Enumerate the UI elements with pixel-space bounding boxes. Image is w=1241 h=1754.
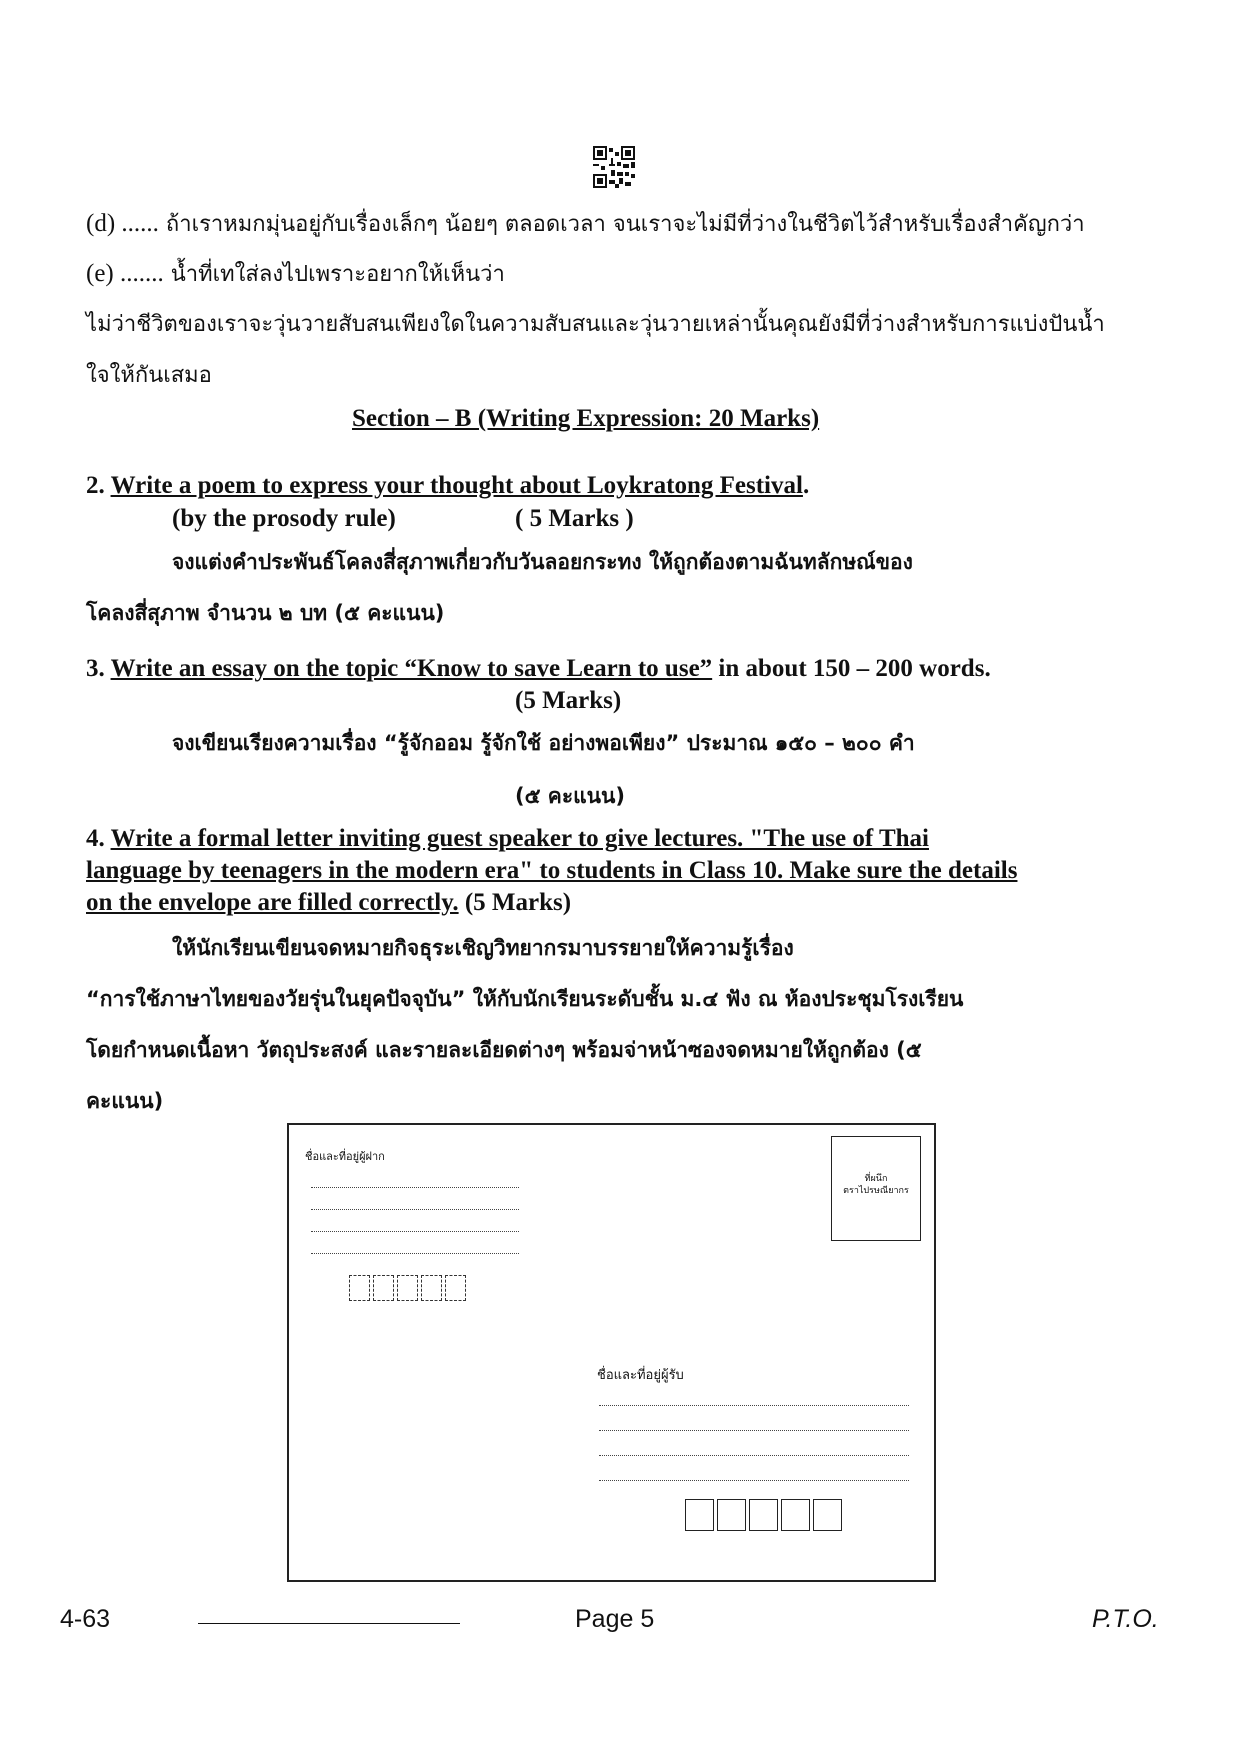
question-4-thai-1: ให้นักเรียนเขียนจดหมายกิจธุระเชิญวิทยากรมาบรรยายให้ความรู้เรื่อง <box>172 936 794 960</box>
page-number: Page 5 <box>575 1605 655 1633</box>
recipient-line <box>599 1430 909 1431</box>
stamp-box <box>831 1136 921 1241</box>
passage-line-4: ใจให้กันเสมอ <box>86 363 212 388</box>
sender-label: ชื่อและที่อยู่ผู้ฝาก <box>305 1150 385 1163</box>
question-3-marks: (5 Marks) <box>515 687 622 714</box>
line-d-label: (d) ...... <box>86 210 159 237</box>
postcode-box <box>749 1499 778 1531</box>
passage-line-3: ไม่ว่าชีวิตของเราจะวุ่นวายสับสนเพียงใดในความสับสนและวุ่นวายเหล่านั้นคุณยังมีที่ว่างสำหรับการแบ่งปันน้ำ <box>86 312 1105 337</box>
question-2-thai-1: จงแต่งคำประพันธ์โคลงสี่สุภาพเกี่ยวกับวันลอยกระทง ให้ถูกต้องตามฉันทลักษณ์ของ <box>172 550 913 574</box>
passage-line-d <box>86 206 1085 241</box>
question-4-thai-2: “การใช้ภาษาไทยของวัยรุ่นในยุคปัจจุบัน” ให้กับนักเรียนระดับชั้น ม.๔ ฟัง ณ ห้องประชุมโรงเรียน <box>86 987 964 1011</box>
sender-line <box>311 1209 519 1210</box>
postcode-box <box>373 1275 394 1301</box>
sender-line <box>311 1187 519 1188</box>
envelope-diagram <box>287 1123 936 1582</box>
postcode-box <box>813 1499 842 1531</box>
recipient-line <box>599 1480 909 1481</box>
postcode-box <box>421 1275 442 1301</box>
postcode-box <box>445 1275 466 1301</box>
line-e-text: น้ำที่เทใส่ลงไปเพราะอยากให้เห็นว่า <box>170 262 505 287</box>
question-4-line-1 <box>86 825 929 853</box>
footer-rule <box>198 1623 460 1624</box>
qr-code-icon <box>593 146 635 188</box>
sender-line <box>311 1253 519 1254</box>
sender-postcode-boxes <box>349 1275 466 1301</box>
postcode-box <box>781 1499 810 1531</box>
question-4-heading-3: on the envelope are filled correctly. <box>86 889 459 916</box>
question-3-rest: in about 150 – 200 words. <box>712 655 991 682</box>
line-e-label: (e) ....... <box>86 260 164 287</box>
question-number: 4. <box>86 825 105 852</box>
recipient-line <box>599 1455 909 1456</box>
question-number: 2. <box>86 472 105 499</box>
question-3-thai-1: จงเขียนเรียงความเรื่อง “รู้จักออม รู้จักใช้ อย่างพอเพียง” ประมาณ ๑๕๐ – ๒๐๐ คำ <box>172 731 915 755</box>
footer-code: 4-63 <box>60 1605 111 1633</box>
question-4-heading-1: Write a formal letter inviting guest speaker to give lectures. "The use of Thai <box>110 825 929 852</box>
recipient-line <box>599 1405 909 1406</box>
question-number: 3. <box>86 655 105 682</box>
section-title: Section – B (Writing Expression: 20 Marks) <box>352 405 820 432</box>
postcode-box <box>397 1275 418 1301</box>
recipient-postcode-boxes <box>685 1499 842 1531</box>
question-4-thai-3: โดยกำหนดเนื้อหา วัตถุประสงค์ และรายละเอียดต่างๆ พร้อมจ่าหน้าซองจดหมายให้ถูกต้อง (๕ <box>86 1038 922 1062</box>
passage-line-e <box>86 256 505 291</box>
question-4-thai-4: คะแนน) <box>86 1089 164 1113</box>
question-2-marks: ( 5 Marks ) <box>515 505 634 532</box>
postcode-box <box>685 1499 714 1531</box>
question-2-thai-2: โคลงสี่สุภาพ จำนวน ๒ บท (๕ คะแนน) <box>86 601 445 625</box>
stamp-line-2: ตราไปรษณียากร <box>843 1186 909 1196</box>
question-3-thai-2: (๕ คะแนน) <box>515 784 625 808</box>
question-3-heading: Write an essay on the topic “Know to save Learn to use” <box>110 655 713 682</box>
question-2-period: . <box>802 472 810 499</box>
question-3-title <box>86 655 991 683</box>
question-2-sub: (by the prosody rule) <box>172 505 396 532</box>
recipient-label: ชื่อและที่อยู่ผู้รับ <box>597 1368 684 1383</box>
question-4-line-2: language by teenagers in the modern era" to students in Class 10. Make sure the details <box>86 857 1018 884</box>
question-2-title <box>86 472 809 500</box>
question-4-line-3 <box>86 889 571 917</box>
pto-label: P.T.O. <box>1092 1605 1159 1633</box>
question-4-marks: (5 Marks) <box>464 889 572 916</box>
stamp-line-1: ที่ผนึก <box>864 1174 888 1184</box>
question-2-heading: Write a poem to express your thought about Loykratong Festival <box>110 472 803 499</box>
postcode-box <box>717 1499 746 1531</box>
sender-line <box>311 1231 519 1232</box>
postcode-box <box>349 1275 370 1301</box>
line-d-text: ถ้าเราหมกมุ่นอยู่กับเรื่องเล็กๆ น้อยๆ ตลอดเวลา จนเราจะไม่มีที่ว่างในชีวิตไว้สำหรับเรื่องสำคัญกว่า <box>165 212 1085 237</box>
